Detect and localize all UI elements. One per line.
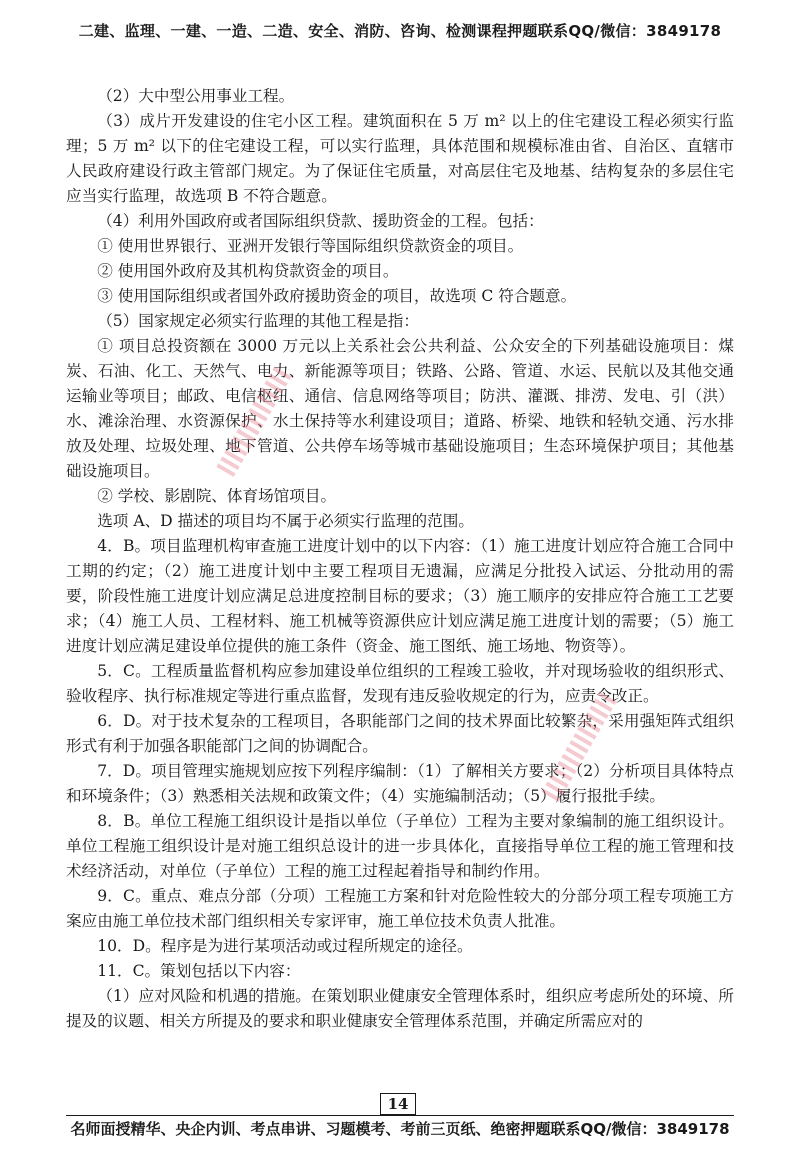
document-body (66, 84, 734, 1034)
paragraph: 7．D。项目管理实施规划应按下列程序编制：（1）了解相关方要求；（2）分析项目具体特点和环境条件；（3）熟悉相关法规和政策文件；（4）实施编制活动；（5）履行报批手续。 (66, 762, 734, 805)
paragraph: 9．C。重点、难点分部（分项）工程施工方案和针对危险性较大的分部分项工程专项施工方案应由施工单位技术部门组织相关专家评审，施工单位技术负责人批准。 (66, 887, 734, 930)
paragraph: 11．C。策划包括以下内容： (97, 962, 301, 980)
paragraph: ② 学校、影剧院、体育场馆项目。 (97, 487, 337, 505)
paragraph: 8．B。单位工程施工组织设计是指以单位（子单位）工程为主要对象编制的施工组织设计。单位工程施工组织设计是对施工组织总设计的进一步具体化，直接指导单位工程的施工管理和技术经济活动，对单位（子单位）工程的施工过程起着指导和制约作用。 (66, 812, 734, 880)
paragraph: （4）利用外国政府或者国际组织贷款、援助资金的工程。包括： (97, 212, 544, 230)
footer-divider (66, 1115, 734, 1116)
paragraph: 5．C。工程质量监督机构应参加建设单位组织的工程竣工验收，并对现场验收的组织形式、验收程序、执行标准规定等进行重点监督，发现有违反验收规定的行为，应责令改正。 (66, 662, 734, 705)
paragraph: 4．B。项目监理机构审查施工进度计划中的以下内容：（1）施工进度计划应符合施工合同中工期的约定；（2）施工进度计划中主要工程项目无遗漏，应满足分批投入试运、分批动用的需要，阶段性施工进度计划应满足总进度控制目标的要求；（3）施工顺序的安排应符合施工工艺要求；（4）施工人员、工程材料、施工机械等资源供应计划应满足施工进度计划的需要；（5）施工进度计划应满足建设单位提供的施工条件（资金、施工图纸、施工场地、物资等）。 (66, 537, 734, 655)
page-footer: 名师面授精华、央企内训、考点串讲、习题模考、考前三页纸、绝密押题联系QQ/微信：3849178 (70, 1120, 730, 1138)
page-number: 14 (380, 1093, 416, 1115)
paragraph: ① 使用世界银行、亚洲开发银行等国际组织贷款资金的项目。 (97, 237, 524, 255)
paragraph: ① 项目总投资额在 3000 万元以上关系社会公共利益、公众安全的下列基础设施项目：煤炭、石油、化工、天然气、电力、新能源等项目；铁路、公路、管道、水运、民航以及其他交通运输业等项目；邮政、电信枢纽、通信、信息网络等项目；防洪、灌溉、排涝、发电、引（洪）水、滩涂治理、水资源保护、水土保持等水利建设项目；道路、桥梁、地铁和轻轨交通、污水排放及处理、垃圾处理、地下管道、公共停车场等城市基础设施项目；生态环境保护项目；其他基础设施项目。 (66, 337, 734, 480)
paragraph: （1）应对风险和机遇的措施。在策划职业健康安全管理体系时，组织应考虑所处的环境、所提及的议题、相关方所提及的要求和职业健康安全管理体系范围，并确定所需应对的 (66, 987, 734, 1030)
paragraph: （5）国家规定必须实行监理的其他工程是指： (97, 312, 419, 330)
paragraph: （2）大中型公用事业工程。 (97, 87, 295, 105)
page-header: 二建、监理、一建、一造、二造、安全、消防、咨询、检测课程押题联系QQ/微信：3849178 (78, 22, 722, 40)
paragraph: ② 使用国外政府及其机构贷款资金的项目。 (97, 262, 399, 280)
paragraph: ③ 使用国际组织或者国外政府援助资金的项目，故选项 C 符合题意。 (97, 287, 577, 305)
paragraph: 6．D。对于技术复杂的工程项目，各职能部门之间的技术界面比较繁杂，采用强矩阵式组织形式有利于加强各职能部门之间的协调配合。 (66, 712, 734, 755)
paragraph: 选项 A、D 描述的项目均不属于必须实行监理的范围。 (97, 512, 474, 530)
paragraph: 10．D。程序是为进行某项活动或过程所规定的途径。 (97, 937, 473, 955)
paragraph: （3）成片开发建设的住宅小区工程。建筑面积在 5 万 m² 以上的住宅建设工程必须实行监理；5 万 m² 以下的住宅建设工程，可以实行监理，具体范围和规模标准由省、自治区、直辖市人民政府建设行政主管部门规定。为了保证住宅质量，对高层住宅及地基、结构复杂的多层住宅应当实行监理，故选项 B 不符合题意。 (66, 112, 734, 205)
